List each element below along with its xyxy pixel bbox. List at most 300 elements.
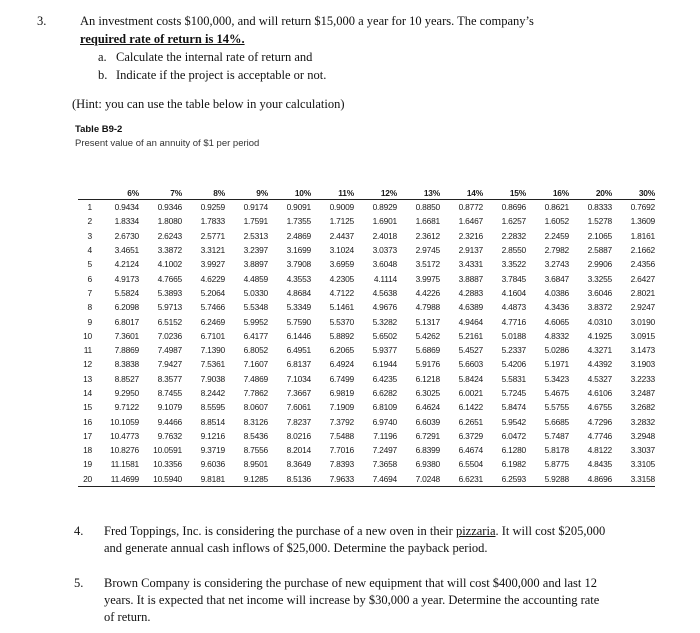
value-cell: 3.1473 (630, 345, 655, 356)
value-cell: 5.5755 (544, 402, 569, 413)
value-cell: 10.5940 (139, 472, 182, 487)
value-cell: 6.3729 (458, 430, 483, 441)
period-cell: 2 (87, 216, 92, 227)
rate-header: 10% (294, 187, 311, 198)
value-cell: 1.6681 (415, 216, 440, 227)
value-cell: 4.7296 (587, 416, 612, 427)
question-4-text-after: . It will cost $205,000 (495, 524, 606, 538)
value-cell: 8.2442 (200, 388, 225, 398)
value-cell: 1.8080 (157, 216, 182, 227)
value-cell: 4.3436 (544, 302, 569, 313)
value-cell: 5.5348 (243, 302, 268, 313)
value-cell: 5.4675 (544, 388, 569, 398)
value-cell: 3.2487 (630, 388, 655, 398)
item-b-label: b. (98, 68, 108, 82)
value-cell: 3.6847 (544, 273, 569, 284)
value-cell: 5.7590 (286, 316, 311, 327)
value-cell: 4.4873 (501, 302, 526, 313)
period-cell: 10 (83, 330, 92, 341)
value-cell: 3.6959 (329, 259, 354, 270)
value-cell: 2.9247 (630, 302, 655, 313)
value-cell: 0.9346 (157, 202, 182, 213)
value-cell: 3.7845 (501, 273, 526, 284)
value-cell: 5.5824 (114, 287, 139, 298)
value-cell: 5.3282 (372, 316, 397, 327)
value-cell: 0.8850 (415, 202, 440, 213)
value-cell: 7.8869 (114, 345, 139, 356)
value-cell: 6.5152 (157, 316, 182, 327)
value-cell: 0.7692 (630, 202, 655, 213)
value-cell: 9.1285 (225, 472, 268, 487)
value-cell: 5.4206 (501, 359, 526, 370)
table-row (78, 329, 655, 343)
value-cell: 8.5595 (200, 402, 225, 413)
rate-header: 8% (213, 187, 225, 198)
item-a-label: a. (98, 50, 107, 64)
value-cell: 6.4924 (329, 359, 354, 370)
value-cell: 8.3577 (157, 373, 182, 384)
question-3-item-b (80, 66, 640, 84)
value-cell: 7.7016 (329, 445, 354, 456)
value-cell: 1.5278 (587, 216, 612, 227)
value-cell: 4.0310 (587, 316, 612, 327)
period-cell: 18 (83, 445, 92, 456)
value-cell: 3.4331 (458, 259, 483, 270)
value-cell: 3.0373 (372, 245, 397, 256)
value-cell: 4.4226 (415, 287, 440, 298)
value-cell: 8.8514 (200, 416, 225, 427)
value-cell: 7.9633 (311, 472, 354, 487)
period-cell: 14 (83, 388, 92, 398)
value-cell: 4.3553 (286, 273, 311, 284)
table-row (78, 443, 655, 457)
value-cell: 7.5488 (329, 430, 354, 441)
value-cell: 6.7499 (329, 373, 354, 384)
value-cell: 3.3872 (157, 245, 182, 256)
value-cell: 5.9288 (526, 472, 569, 487)
value-cell: 3.3255 (587, 273, 612, 284)
value-cell: 6.8017 (114, 316, 139, 327)
value-cell: 0.8772 (458, 202, 483, 213)
table-subtitle: Present value of an annuity of $1 per period (75, 138, 260, 149)
value-cell: 7.3667 (286, 388, 311, 398)
value-cell: 5.5370 (329, 316, 354, 327)
value-cell: 4.8684 (286, 287, 311, 298)
table-row (78, 286, 655, 300)
table-row (78, 229, 655, 243)
value-cell: 5.2161 (458, 330, 483, 341)
value-cell: 1.7355 (286, 216, 311, 227)
item-a-text: Calculate the internal rate of return and (116, 50, 313, 64)
value-cell: 7.3601 (114, 330, 139, 341)
table-row (78, 414, 655, 428)
period-cell: 4 (87, 245, 92, 256)
value-cell: 4.8332 (544, 330, 569, 341)
value-cell: 4.4859 (243, 273, 268, 284)
value-cell: 5.2337 (501, 345, 526, 356)
value-cell: 4.7988 (415, 302, 440, 313)
value-cell: 0.9009 (329, 202, 354, 213)
value-cell: 2.1065 (587, 230, 612, 241)
value-cell: 7.8237 (286, 416, 311, 427)
value-cell: 4.5638 (372, 287, 397, 298)
value-cell: 6.2469 (200, 316, 225, 327)
question-4-number: 4. (74, 524, 84, 538)
table-row (78, 386, 655, 400)
value-cell: 4.6755 (587, 402, 612, 413)
value-cell: 6.3025 (415, 388, 440, 398)
value-cell: 7.6061 (286, 402, 311, 413)
value-cell: 4.1002 (157, 259, 182, 270)
value-cell: 7.7862 (243, 388, 268, 398)
table-row (78, 400, 655, 414)
value-cell: 5.8178 (544, 445, 569, 456)
value-cell: 6.0021 (458, 388, 483, 398)
value-cell: 1.6052 (544, 216, 569, 227)
value-cell: 4.8122 (587, 445, 612, 456)
value-cell: 2.6243 (157, 230, 182, 241)
value-cell: 2.3216 (458, 230, 483, 241)
rate-header: 14% (466, 187, 483, 198)
value-cell: 10.0591 (153, 445, 182, 456)
value-cell: 5.8775 (544, 459, 569, 470)
value-cell: 4.9464 (458, 316, 483, 327)
value-cell: 6.1280 (501, 445, 526, 456)
value-cell: 3.2233 (630, 373, 655, 384)
table-row (78, 257, 655, 271)
rate-header: 7% (170, 187, 182, 198)
value-cell: 8.8527 (114, 373, 139, 384)
value-cell: 1.6257 (501, 216, 526, 227)
value-cell: 8.2014 (286, 445, 311, 456)
table-row (78, 343, 655, 357)
value-cell: 6.6282 (372, 388, 397, 398)
value-cell: 4.1925 (587, 330, 612, 341)
value-cell: 9.6036 (200, 459, 225, 470)
value-cell: 6.7101 (200, 330, 225, 341)
value-cell: 3.3121 (200, 245, 225, 256)
value-cell: 3.8887 (458, 273, 483, 284)
value-cell: 2.6427 (630, 273, 655, 284)
value-cell: 1.8161 (630, 230, 655, 241)
question-3 (37, 12, 640, 84)
value-cell: 1.3609 (630, 216, 655, 227)
annuity-table (78, 186, 655, 487)
question-3-item-a (80, 48, 640, 66)
rate-header: 9% (256, 187, 268, 198)
value-cell: 2.2459 (544, 230, 569, 241)
value-cell: 5.8892 (329, 330, 354, 341)
value-cell: 9.2950 (114, 388, 139, 398)
value-cell: 5.3423 (544, 373, 569, 384)
question-4 (74, 523, 660, 557)
value-cell: 6.4235 (372, 373, 397, 384)
period-cell: 12 (83, 359, 92, 370)
value-cell: 6.1982 (501, 459, 526, 470)
table-header-row (78, 186, 655, 200)
value-cell: 5.4262 (415, 330, 440, 341)
value-cell: 7.4987 (157, 345, 182, 356)
value-cell: 4.6106 (587, 388, 612, 398)
value-cell: 6.6231 (440, 472, 483, 487)
value-cell: 11.4699 (96, 472, 139, 487)
period-cell: 1 (87, 202, 92, 213)
value-cell: 7.8393 (329, 459, 354, 470)
value-cell: 6.2065 (329, 345, 354, 356)
rate-header: 16% (552, 187, 569, 198)
value-cell: 5.0188 (501, 330, 526, 341)
table-row (78, 243, 655, 257)
value-cell: 7.5361 (200, 359, 225, 370)
value-cell: 3.2832 (630, 416, 655, 427)
value-cell: 5.6869 (415, 345, 440, 356)
value-cell: 6.8109 (372, 402, 397, 413)
value-cell: 3.3522 (501, 259, 526, 270)
value-cell: 4.1114 (373, 273, 397, 284)
value-cell: 7.9427 (157, 359, 182, 370)
value-cell: 10.3356 (153, 459, 182, 470)
value-cell: 5.9176 (415, 359, 440, 370)
value-cell: 6.1944 (372, 359, 397, 370)
value-cell: 9.7122 (114, 402, 139, 413)
value-cell: 7.9038 (200, 373, 225, 384)
value-cell: 5.9542 (501, 416, 526, 427)
value-cell: 4.6229 (200, 273, 225, 284)
value-cell: 0.9091 (286, 202, 311, 213)
rate-header: 6% (127, 187, 139, 198)
value-cell: 7.0236 (157, 330, 182, 341)
value-cell: 3.0190 (630, 316, 655, 327)
value-cell: 6.8399 (415, 445, 440, 456)
value-cell: 5.4527 (458, 345, 483, 356)
period-cell: 7 (87, 287, 92, 298)
value-cell: 3.5172 (415, 259, 440, 270)
period-cell: 19 (83, 459, 92, 470)
value-cell: 9.4466 (157, 416, 182, 427)
table-row (78, 472, 655, 487)
value-cell: 5.6502 (372, 330, 397, 341)
value-cell: 4.9676 (372, 302, 397, 313)
period-cell: 3 (87, 230, 92, 241)
value-cell: 2.5771 (200, 230, 225, 241)
value-cell: 6.5504 (458, 459, 483, 470)
period-header (78, 186, 96, 200)
value-cell: 2.9906 (587, 259, 612, 270)
value-cell: 7.1607 (243, 359, 268, 370)
value-cell: 2.8550 (501, 245, 526, 256)
period-cell: 17 (83, 430, 92, 441)
value-cell: 0.9434 (114, 202, 139, 213)
value-cell: 3.1903 (630, 359, 655, 370)
value-cell: 2.2832 (501, 230, 526, 241)
value-cell: 4.7746 (587, 430, 612, 441)
value-cell: 5.5831 (501, 373, 526, 384)
rate-header: 20% (595, 187, 612, 198)
value-cell: 7.3658 (372, 459, 397, 470)
value-cell: 5.6685 (544, 416, 569, 427)
value-cell: 8.0216 (286, 430, 311, 441)
value-cell: 5.8424 (458, 373, 483, 384)
value-cell: 2.6730 (114, 230, 139, 241)
item-b-text: Indicate if the project is acceptable or not. (116, 68, 327, 82)
value-cell: 4.8435 (587, 459, 612, 470)
value-cell: 3.0915 (630, 330, 655, 341)
value-cell: 3.2682 (630, 402, 655, 413)
period-cell: 20 (78, 472, 96, 487)
value-cell: 1.7591 (243, 216, 268, 227)
value-cell: 2.3612 (415, 230, 440, 241)
value-cell: 6.6039 (415, 416, 440, 427)
question-5-line-3: of return. (104, 610, 151, 624)
value-cell: 8.7455 (157, 388, 182, 398)
value-cell: 3.6046 (587, 287, 612, 298)
value-cell: 10.8276 (110, 445, 139, 456)
question-4-text-before: Fred Toppings, Inc. is considering the purchase of a new oven in their (104, 524, 456, 538)
value-cell: 9.1079 (157, 402, 182, 413)
value-cell: 0.8929 (372, 202, 397, 213)
period-cell: 6 (87, 273, 92, 284)
value-cell: 9.1216 (200, 430, 225, 441)
period-cell: 13 (83, 373, 92, 384)
value-cell: 0.8333 (587, 202, 612, 213)
value-cell: 6.2098 (114, 302, 139, 313)
value-cell: 7.0248 (397, 472, 440, 487)
value-cell: 4.8696 (569, 472, 612, 487)
value-cell: 6.4951 (286, 345, 311, 356)
question-5-line-1: Brown Company is considering the purchase of new equipment that will cost $400,000 and last 12 (104, 576, 597, 590)
table-row (78, 271, 655, 285)
value-cell: 5.9377 (372, 345, 397, 356)
table-title: Table B9-2 (75, 124, 123, 135)
value-cell: 8.0607 (243, 402, 268, 413)
value-cell: 3.8897 (243, 259, 268, 270)
value-cell: 2.9745 (415, 245, 440, 256)
value-cell: 5.6603 (458, 359, 483, 370)
value-cell: 5.7245 (501, 388, 526, 398)
value-cell: 7.4869 (243, 373, 268, 384)
value-cell: 2.5887 (587, 245, 612, 256)
value-cell: 6.4177 (243, 330, 268, 341)
value-cell: 2.4869 (286, 230, 311, 241)
value-cell: 8.9501 (243, 459, 268, 470)
value-cell: 3.2397 (243, 245, 268, 256)
value-cell: 6.7291 (415, 430, 440, 441)
value-cell: 4.7716 (501, 316, 526, 327)
value-cell: 4.4392 (587, 359, 612, 370)
value-cell: 6.9740 (372, 416, 397, 427)
value-cell: 5.3349 (286, 302, 311, 313)
period-cell: 15 (83, 402, 92, 413)
value-cell: 6.4674 (458, 445, 483, 456)
value-cell: 7.1196 (373, 430, 397, 441)
value-cell: 7.3792 (329, 416, 354, 427)
value-cell: 0.9259 (200, 202, 225, 213)
value-cell: 1.7833 (200, 216, 225, 227)
value-cell: 1.6467 (458, 216, 483, 227)
question-5-line-2: years. It is expected that net income will increase by $30,000 a year. Determine the accounting rate (104, 593, 600, 607)
value-cell: 2.7982 (544, 245, 569, 256)
value-cell: 4.2124 (114, 259, 139, 270)
value-cell: 3.8372 (587, 302, 612, 313)
value-cell: 8.3126 (243, 416, 268, 427)
value-cell: 6.4624 (415, 402, 440, 413)
value-cell: 6.9380 (415, 459, 440, 470)
table-row (78, 200, 655, 215)
value-cell: 3.2948 (630, 430, 655, 441)
question-5 (74, 575, 660, 626)
value-cell: 7.1034 (286, 373, 311, 384)
value-cell: 7.2497 (372, 445, 397, 456)
table-row (78, 300, 655, 314)
value-cell: 4.9173 (114, 273, 139, 284)
value-cell: 10.1059 (110, 416, 139, 427)
value-cell: 4.2305 (329, 273, 354, 284)
value-cell: 5.7466 (200, 302, 225, 313)
value-cell: 2.5313 (243, 230, 268, 241)
rate-header: 30% (638, 187, 655, 198)
value-cell: 2.4437 (329, 230, 354, 241)
value-cell: 0.9174 (243, 202, 268, 213)
value-cell: 5.0330 (243, 287, 268, 298)
value-cell: 2.1662 (630, 245, 655, 256)
value-cell: 5.9952 (243, 316, 268, 327)
value-cell: 10.4773 (110, 430, 139, 441)
value-cell: 4.6065 (544, 316, 569, 327)
value-cell: 11.1581 (110, 459, 139, 470)
value-cell: 3.3158 (612, 472, 655, 487)
value-cell: 2.4018 (372, 230, 397, 241)
value-cell: 7.4694 (354, 472, 397, 487)
table-row (78, 214, 655, 228)
value-cell: 4.6389 (458, 302, 483, 313)
value-cell: 0.8696 (501, 202, 526, 213)
value-cell: 9.8181 (182, 472, 225, 487)
value-cell: 4.7122 (329, 287, 354, 298)
question-3-line-1: An investment costs $100,000, and will return $15,000 a year for 10 years. The company’s (80, 14, 534, 28)
value-cell: 9.3719 (200, 445, 225, 456)
value-cell: 4.3271 (587, 345, 612, 356)
rate-header: 15% (509, 187, 526, 198)
value-cell: 5.1317 (415, 316, 440, 327)
value-cell: 4.2883 (458, 287, 483, 298)
table-row (78, 429, 655, 443)
value-cell: 6.2651 (458, 416, 483, 427)
value-cell: 5.8474 (501, 402, 526, 413)
value-cell: 6.1218 (415, 373, 440, 384)
required-rate-text: required rate of return is 14%. (80, 32, 245, 46)
value-cell: 5.0286 (544, 345, 569, 356)
value-cell: 4.5327 (587, 373, 612, 384)
table-row (78, 457, 655, 471)
rate-header: 11% (338, 187, 354, 198)
period-cell: 11 (83, 345, 92, 356)
value-cell: 5.7487 (544, 430, 569, 441)
value-cell: 7.1909 (329, 402, 354, 413)
table-row (78, 314, 655, 328)
value-cell: 6.2593 (483, 472, 526, 487)
value-cell: 5.1971 (544, 359, 569, 370)
period-cell: 8 (87, 302, 92, 313)
question-3-number: 3. (37, 14, 47, 28)
value-cell: 1.6901 (372, 216, 397, 227)
value-cell: 8.7556 (243, 445, 268, 456)
value-cell: 8.3649 (286, 459, 311, 470)
rate-header: 13% (423, 187, 440, 198)
value-cell: 3.7908 (286, 259, 311, 270)
hint-text: (Hint: you can use the table below in your calculation) (72, 97, 345, 111)
value-cell: 4.1604 (501, 287, 526, 298)
value-cell: 3.6048 (372, 259, 397, 270)
